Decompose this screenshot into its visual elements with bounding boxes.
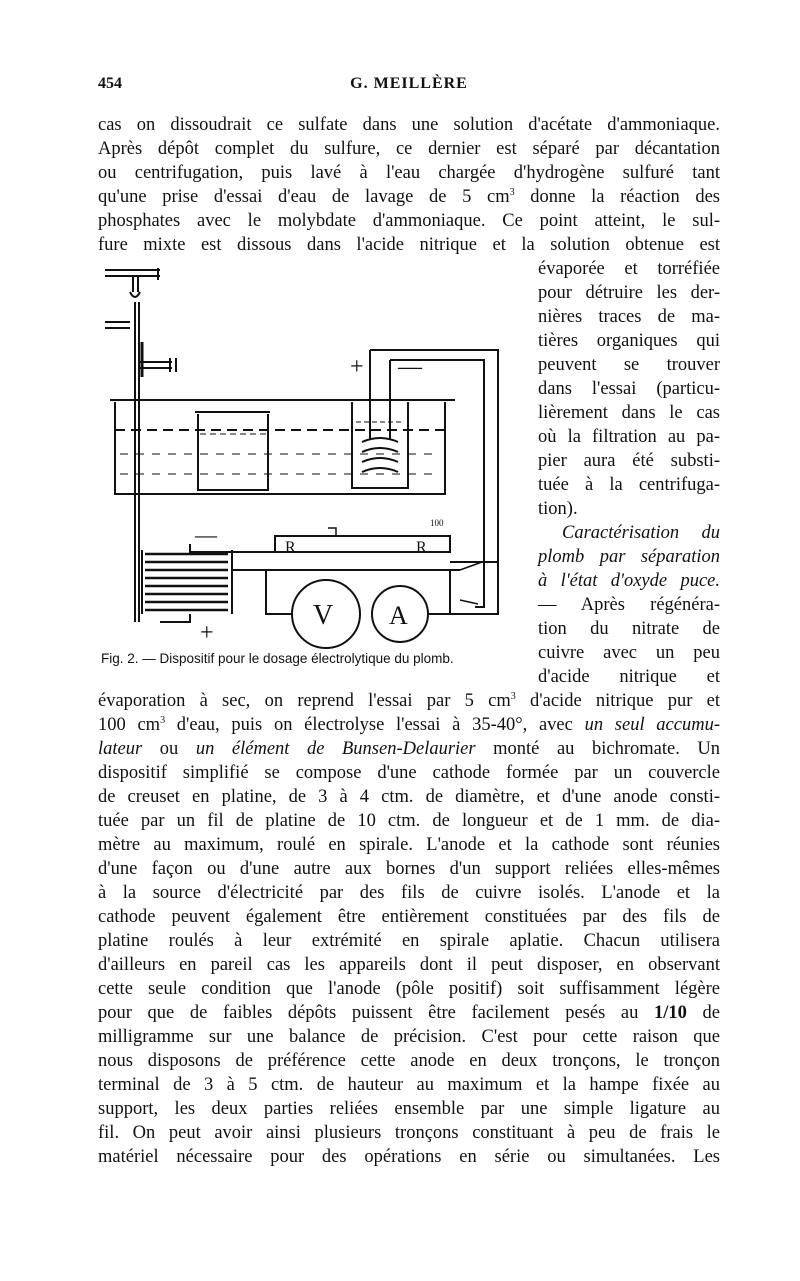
text-line: cette seule condition que l'anode (pôle positif) soit suffisamment légère: [98, 979, 720, 999]
text-line: d'acide nitrique et: [538, 667, 720, 687]
text-line: dispositif simplifié se compose d'une cathode formée par un couvercle: [98, 763, 720, 783]
text-line: mètre au maximum, roulé en spirale. L'anode et la cathode sont réunies: [98, 835, 720, 855]
text-line: nières traces de ma-: [538, 307, 720, 327]
text-line: pour que de faibles dépôts puissent être facilement pesés au 1/10 de: [98, 1003, 721, 1023]
cathode-minus-label: —: [398, 354, 422, 380]
text-line: matériel nécessaire pour des opérations en série ou simultanées. Les: [98, 1147, 720, 1167]
text-line: Après dépôt complet du sulfure, ce dernier est séparé par décantation: [98, 139, 720, 159]
text-line: de creuset en platine, de 3 à 4 ctm. de diamètre, et d'une anode consti-: [98, 787, 720, 807]
text-line: — Après régénéra-: [538, 595, 720, 615]
electrolysis-apparatus-figure: [100, 262, 530, 652]
text-line: pour détruire les der-: [538, 283, 720, 303]
text-line: phosphates avec le molybdate d'ammoniaque. Ce point atteint, le sul-: [98, 211, 720, 231]
text-line: tières organiques qui: [538, 331, 720, 351]
text-line: tuée à la centrifuga-: [538, 475, 720, 495]
text-line: évaporée et torréfiée: [538, 259, 720, 279]
section-heading: Caractérisation du: [562, 523, 720, 543]
text-line: milligramme sur une balance de précision. C'est pour cette raison que: [98, 1027, 720, 1047]
battery-plus-label: +: [200, 620, 214, 646]
text-line: support, les deux parties reliées ensemble par une simple ligature au: [98, 1099, 720, 1119]
text-line: fil. On peut avoir ainsi plusieurs tronçons constituant à peu de frais le: [98, 1123, 720, 1143]
scale-label: 100: [430, 518, 444, 528]
battery-minus-label: —: [195, 522, 217, 547]
text-line: fure mixte est dissous dans l'acide nitrique et la solution obtenue est: [98, 235, 720, 255]
text-line: pier aura été substi-: [538, 451, 720, 471]
text-line: cas on dissoudrait ce sulfate dans une solution d'acétate d'ammoniaque.: [98, 115, 720, 135]
text-line: d'une façon ou d'une autre aux bornes d'un support reliées elles-mêmes: [98, 859, 720, 879]
text-line: tion du nitrate de: [538, 619, 720, 639]
text-line: 100 $cm^3$ d'eau, puis on électrolyse l'essai à 35-40°, avec un seul accumu-: [98, 714, 721, 735]
text-line: qu'une prise d'essai d'eau de lavage de 5 $cm^3$ donne la réaction des: [98, 186, 721, 207]
text-line: où la filtration au pa-: [538, 427, 720, 447]
rheostat-label: R: [285, 539, 296, 556]
text-line: ou centrifugation, puis lavé à l'eau chargée d'hydrogène sulfuré tant: [98, 163, 720, 183]
text-line: lateur ou un élément de Bunsen-Delaurier monté au bichromate. Un: [98, 739, 720, 759]
figure-caption: Fig. 2. — Dispositif pour le dosage électrolytique du plomb.: [101, 651, 454, 666]
text-line: terminal de 3 à 5 ctm. de hauteur au maximum et la hampe fixée au: [98, 1075, 720, 1095]
page-number: 454: [98, 75, 122, 92]
text-line: nous disposons de préférence cette anode en deux tronçons, le tronçon: [98, 1051, 720, 1071]
text-line: cathode peuvent également être entièrement constituées par des fils de: [98, 907, 720, 927]
text-line: tuée par un fil de platine de 10 ctm. de longueur et de 1 mm. de dia-: [98, 811, 720, 831]
text-line: platine roulés à leur extrémité en spirale aplatie. Chacun utilisera: [98, 931, 720, 951]
text-line: lièrement dans le cas: [538, 403, 720, 423]
text-line: évaporation à sec, on reprend l'essai par 5 $cm^3$ d'acide nitrique pur et: [98, 690, 720, 711]
section-heading: à l'état d'oxyde puce.: [538, 571, 720, 591]
section-heading: plomb par séparation: [538, 547, 720, 567]
text-line: d'ailleurs en pareil cas les appareils dont il peut disposer, en observant: [98, 955, 720, 975]
text-line: à la source d'électricité par des fils de cuivre isolés. L'anode et la: [98, 883, 720, 903]
running-head: G. MEILLÈRE: [350, 75, 468, 92]
ammeter-label: A: [389, 601, 408, 630]
text-line: tion).: [538, 499, 578, 519]
text-line: dans l'essai (particu-: [538, 379, 720, 399]
voltmeter-label: V: [313, 600, 334, 631]
rheostat-label: R: [416, 539, 427, 556]
page-header: [98, 75, 720, 99]
text-line: cuivre avec un peu: [538, 643, 720, 663]
text-line: peuvent se trouver: [538, 355, 720, 375]
anode-plus-label: +: [350, 354, 364, 380]
